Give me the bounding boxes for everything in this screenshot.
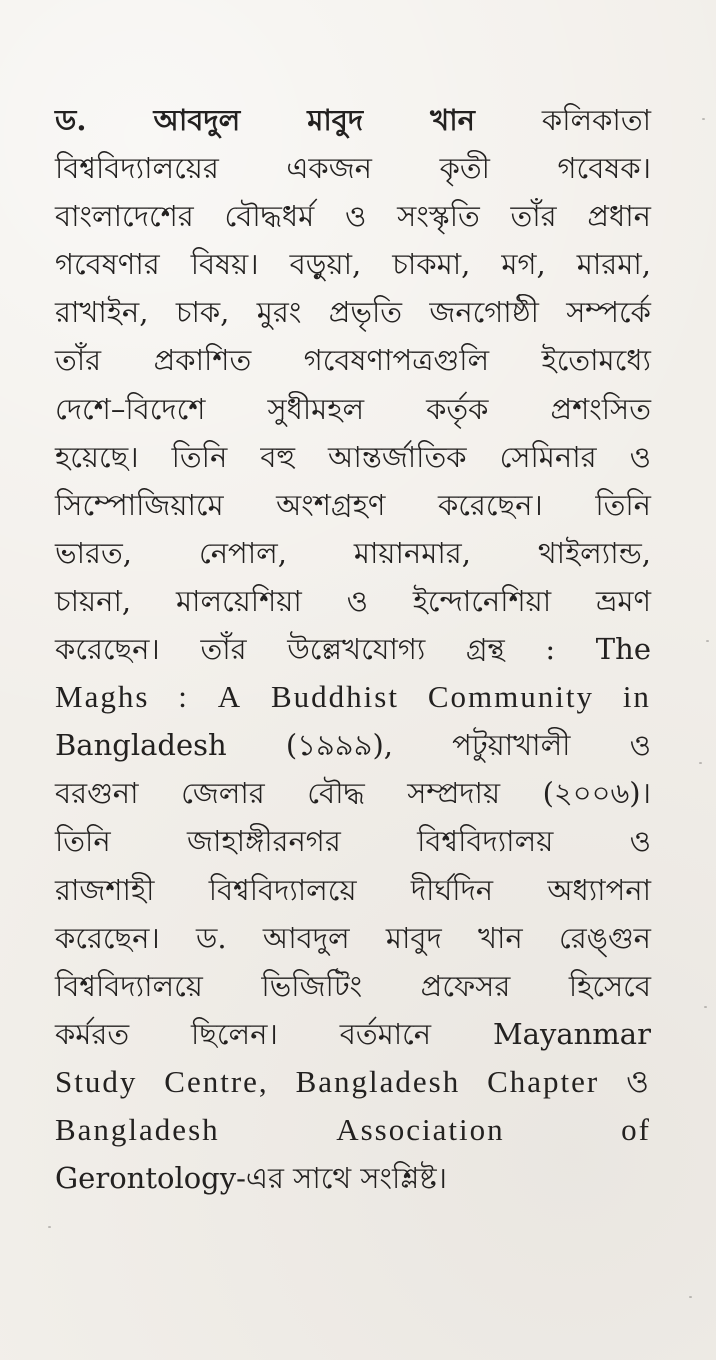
bio-word: বড়ুয়া, xyxy=(289,247,362,282)
bio-word: পটুয়াখালী xyxy=(452,728,571,763)
bio-word: Study xyxy=(55,1063,138,1099)
bio-line xyxy=(55,1010,651,1058)
bio-word: প্রকাশিত xyxy=(153,343,252,378)
bio-word: থাইল্যান্ড, xyxy=(537,535,651,570)
bio-word: বহু xyxy=(260,439,295,474)
bio-word: ও xyxy=(629,824,651,859)
bio-word: তিনি xyxy=(595,487,651,522)
paper-speck xyxy=(48,1226,51,1228)
bio-word: বিশ্ববিদ্যালয় xyxy=(417,824,554,859)
bio-word: খান xyxy=(430,103,475,137)
bio-word: তিনি xyxy=(55,824,111,859)
bio-word: অংশগ্রহণ xyxy=(276,487,386,522)
paper-speck xyxy=(702,118,705,120)
bio-word: Bangladesh xyxy=(55,728,227,763)
bio-line xyxy=(55,769,651,817)
paper-speck xyxy=(706,640,709,642)
bio-word: কর্তৃক xyxy=(426,391,489,426)
bio-line xyxy=(55,433,651,481)
bio-word: of xyxy=(621,1111,651,1147)
bio-word: মায়ানমার, xyxy=(353,535,471,570)
bio-word: The xyxy=(595,632,651,667)
bio-word: সেমিনার xyxy=(499,439,597,474)
bio-line xyxy=(55,817,651,865)
bio-word: সংস্কৃতি xyxy=(397,199,480,234)
bio-word: সিম্পোজিয়ামে xyxy=(55,487,224,522)
bio-word: চায়না, xyxy=(55,583,132,618)
bio-word: মাবুদ xyxy=(385,920,442,955)
bio-word: সুধীমহল xyxy=(267,391,365,426)
bio-word: বিশ্ববিদ্যালয়ের xyxy=(55,151,219,186)
bio-word: দীর্ঘদিন xyxy=(410,872,494,907)
bio-word: বাংলাদেশের xyxy=(55,199,194,234)
bio-word: in xyxy=(622,679,651,715)
bio-word: জাহাঙ্গীরনগর xyxy=(187,824,341,859)
bio-line xyxy=(55,1058,651,1106)
bio-word: মারমা, xyxy=(576,247,651,282)
bio-word: Centre, xyxy=(164,1063,269,1099)
bio-word: আন্তর্জাতিক xyxy=(328,439,467,474)
bio-word: বৌদ্ধধর্ম xyxy=(224,199,315,234)
bio-word: রাজশাহী xyxy=(55,872,155,907)
bio-word: মালয়েশিয়া xyxy=(175,583,302,618)
bio-word: গবেষণার xyxy=(55,247,160,282)
bio-word: বিষয়। xyxy=(190,247,259,282)
bio-word: হয়েছে। xyxy=(55,439,139,474)
bio-word: ও xyxy=(626,1063,651,1099)
bio-word: একজন xyxy=(286,151,372,186)
bio-word: নেপাল, xyxy=(198,535,287,570)
bio-word: বিশ্ববিদ্যালয়ে xyxy=(55,968,203,1003)
bio-word: প্রধান xyxy=(587,199,651,234)
bio-word: ভ্রমণ xyxy=(596,583,651,618)
bio-word: কলিকাতা xyxy=(541,103,651,137)
bio-line xyxy=(55,385,651,433)
bio-word: মুরং xyxy=(256,295,302,330)
bio-word: করেছেন। xyxy=(55,920,160,955)
bio-line xyxy=(55,914,651,962)
bio-word: গবেষক। xyxy=(557,151,651,186)
bio-word: ছিলেন। xyxy=(191,1016,278,1051)
bio-line xyxy=(55,144,651,192)
bio-word: Association xyxy=(336,1111,505,1147)
paper-speck xyxy=(699,762,702,764)
bio-word: গবেষণাপত্রগুলি xyxy=(303,343,490,378)
bio-word: ইন্দোনেশিয়া xyxy=(412,583,552,618)
bio-word: ড. xyxy=(196,920,227,955)
bio-word: সাথে xyxy=(293,1161,352,1196)
bio-word: ভিজিটিং xyxy=(261,968,363,1003)
bio-word: সম্প্রদায় xyxy=(407,776,501,811)
author-biography xyxy=(55,96,651,1202)
bio-word: দেশে–বিদেশে xyxy=(55,391,206,426)
bio-word: খান xyxy=(477,920,523,955)
bio-word: করেছেন। xyxy=(437,487,543,522)
bio-word: মগ, xyxy=(501,247,546,282)
bio-word: মাবুদ xyxy=(307,103,364,137)
bio-word: A xyxy=(217,679,243,715)
bio-word: ও xyxy=(345,199,367,234)
bio-line xyxy=(55,336,651,384)
bio-line xyxy=(55,529,651,577)
bio-line xyxy=(55,1154,651,1202)
bio-word: প্রশংসিত xyxy=(550,391,651,426)
bio-word: সংশ্লিষ্ট। xyxy=(360,1161,448,1196)
bio-word: রাখাইন, xyxy=(55,295,149,330)
bio-word: সম্পর্কে xyxy=(566,295,651,330)
bio-word: ভারত, xyxy=(55,535,132,570)
bio-line xyxy=(55,625,651,673)
bio-word: কর্মরত xyxy=(55,1016,130,1051)
bio-line xyxy=(55,1106,651,1154)
bio-word: (২০০৬)। xyxy=(542,776,651,811)
bio-word: তাঁর xyxy=(510,199,557,234)
bio-word: (১৯৯৯), xyxy=(285,728,393,763)
bio-word: করেছেন। xyxy=(55,632,160,667)
bio-word: ড. xyxy=(55,103,87,137)
bio-word: Community xyxy=(427,679,594,715)
bio-line xyxy=(55,288,651,336)
bio-word: উল্লেখযোগ্য xyxy=(287,632,426,667)
bio-word: রেঙ্গুন xyxy=(558,920,651,955)
bio-word: Mayanmar xyxy=(492,1016,651,1051)
bio-line xyxy=(55,866,651,914)
bio-word: Bangladesh xyxy=(55,1111,220,1147)
bio-word: প্রভৃতি xyxy=(328,295,402,330)
bio-word: : xyxy=(545,632,556,667)
bio-word: Buddhist xyxy=(270,679,399,715)
bio-word: : xyxy=(178,679,189,715)
bio-word: বৌদ্ধ xyxy=(307,776,365,811)
bio-word: তাঁর xyxy=(200,632,247,667)
bio-word: কৃতী xyxy=(439,151,490,186)
bio-word: জনগোষ্ঠী xyxy=(429,295,539,330)
bio-word: ও xyxy=(346,583,368,618)
bio-word: অধ্যাপনা xyxy=(547,872,651,907)
bio-word: আবদুল xyxy=(262,920,350,955)
bio-word: Bangladesh xyxy=(295,1063,461,1099)
bio-word: আবদুল xyxy=(153,103,241,137)
bio-word: চাক, xyxy=(175,295,230,330)
bio-word: জেলার xyxy=(181,776,265,811)
bio-word: তিনি xyxy=(171,439,228,474)
bio-word: ও xyxy=(629,728,651,763)
bio-word: প্রফেসর xyxy=(420,968,511,1003)
bio-word: বিশ্ববিদ্যালয়ে xyxy=(208,872,357,907)
bio-word: হিসেবে xyxy=(568,968,651,1003)
bio-line xyxy=(55,577,651,625)
bio-word: Gerontology-এর xyxy=(55,1161,284,1196)
bio-word: ও xyxy=(629,439,651,474)
bio-line xyxy=(55,721,651,769)
bio-line xyxy=(55,962,651,1010)
bio-line xyxy=(55,96,651,144)
bio-word: Maghs xyxy=(55,679,150,715)
bio-word: চাকমা, xyxy=(392,247,471,282)
bio-word: বরগুনা xyxy=(55,776,139,811)
bio-word: গ্রন্থ xyxy=(465,632,505,667)
bio-word: বর্তমানে xyxy=(339,1016,432,1051)
bio-line xyxy=(55,192,651,240)
bio-word: ইতোমধ্যে xyxy=(541,343,651,378)
bio-word: Chapter xyxy=(487,1063,600,1099)
bio-word: তাঁর xyxy=(55,343,102,378)
paper-speck xyxy=(704,1006,707,1008)
paper-speck xyxy=(689,1296,692,1298)
bio-line xyxy=(55,673,651,721)
bio-line xyxy=(55,481,651,529)
bio-line xyxy=(55,240,651,288)
